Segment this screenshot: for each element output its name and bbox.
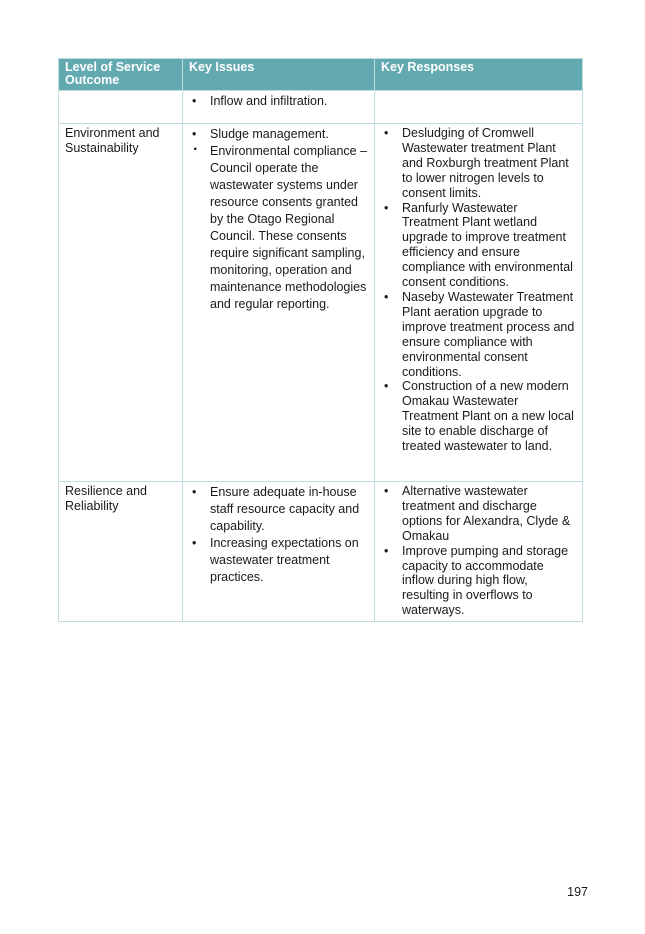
responses-list (381, 126, 576, 454)
outcome-cell (59, 91, 183, 124)
table-row (59, 482, 583, 622)
list-item: • Sludge management. (189, 126, 368, 143)
header-level-of-service-outcome: Level of Service Outcome (59, 59, 183, 91)
responses-cell (375, 124, 583, 482)
issues-list (189, 126, 368, 313)
list-item: • Alternative wastewater treatment and discharge options for Alexandra, Clyde & Omakau (381, 484, 576, 544)
outcome-cell: Resilience and Reliability (59, 482, 183, 622)
list-item: · Environmental compliance – Council operate the wastewater systems under resource consents granted by the Otago Regional Council. These consents require significant sampling, monitoring, operation and maintenance methodologies and regular reporting. (189, 143, 368, 313)
header-key-issues: Key Issues (183, 59, 375, 91)
responses-cell (375, 482, 583, 622)
responses-list (381, 484, 576, 618)
page-number: 197 (567, 885, 588, 899)
issues-list (189, 93, 368, 110)
issues-cell (183, 91, 375, 124)
list-item: • Naseby Wastewater Treatment Plant aeration upgrade to improve treatment process and ensure compliance with environmental consent conditions. (381, 290, 576, 379)
table-row (59, 91, 583, 124)
issues-cell (183, 124, 375, 482)
level-of-service-table (58, 58, 583, 622)
list-item: • Desludging of Cromwell Wastewater treatment Plant and Roxburgh treatment Plant to lower nitrogen levels to consent limits. (381, 126, 576, 201)
issues-list (189, 484, 368, 586)
list-item: • Ranfurly Wastewater Treatment Plant wetland upgrade to improve treatment efficiency and ensure compliance with environmental consent conditions. (381, 201, 576, 290)
list-item: • Construction of a new modern Omakau Wastewater Treatment Plant on a new local site to enable discharge of treated wastewater to land. (381, 379, 576, 454)
header-key-responses: Key Responses (375, 59, 583, 91)
list-item: • Inflow and infiltration. (189, 93, 368, 110)
table-row (59, 124, 583, 482)
list-item: • Increasing expectations on wastewater treatment practices. (189, 535, 368, 586)
issues-cell (183, 482, 375, 622)
responses-cell (375, 91, 583, 124)
table-header-row (59, 59, 583, 91)
list-item: • Improve pumping and storage capacity to accommodate inflow during high flow, resulting in overflows to waterways. (381, 544, 576, 619)
list-item: • Ensure adequate in-house staff resource capacity and capability. (189, 484, 368, 535)
outcome-cell: Environment and Sustainability (59, 124, 183, 482)
